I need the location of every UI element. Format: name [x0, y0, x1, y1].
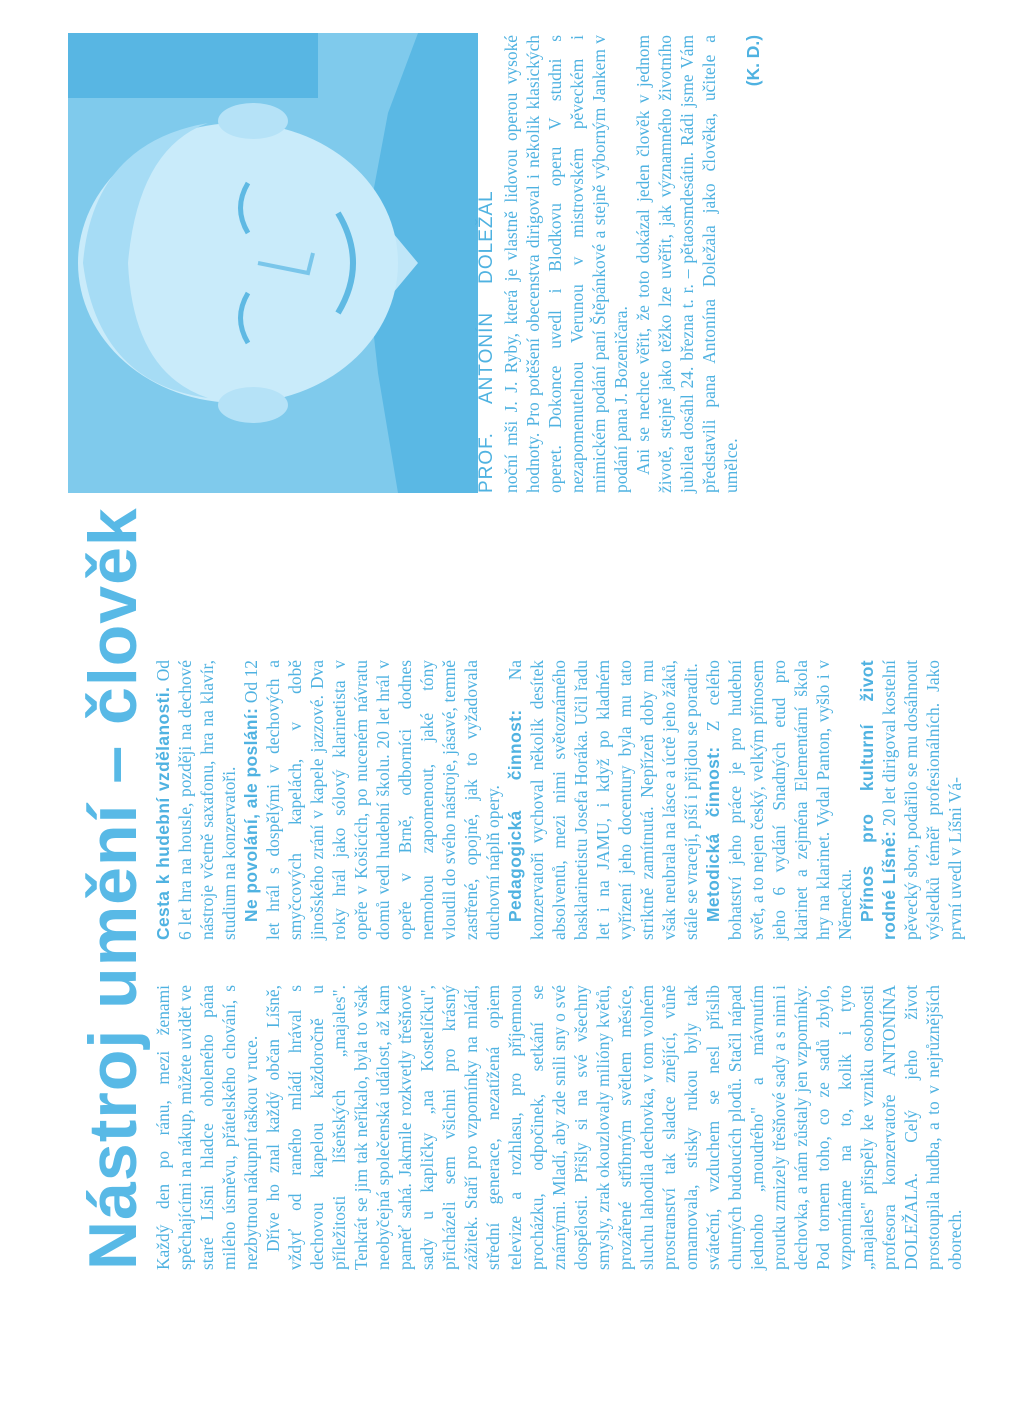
- section-povolani: [240, 660, 504, 940]
- article-column-3: [476, 35, 996, 493]
- paragraph: Dříve ho znal každý občan Líšně, vždyť od raného mládí hrával s dechovou kapelou každoročně u příležitosti líšeňských „majales". Tenkrát se jim tak neříkalo, byla to však neobyčejná společenská událost, až kam paměť sahá. Jakmile rozkvetly třešňové sady u kapličky „na Kostelíčku", přicházeli sem všichni pro krásný zážitek. Staří pro vzpomínky na mládí, střední generace, nezatížená opiem televize a rozhlasu, pro příjemnou procházku, odpočinek, setkání se známými. Mladí, aby zde snili sny o své dospělosti. Přišly si na své všechny smysly, zrak okouzlovaly milióny květů, prozářené stříbrným světlem měsíce, sluchu lahodila dechovka, v tom volném prostranství tak sladce znějící, vůně omamovala, stisky rukou byly tak sváteční, vzduchem se nesl příslib chutných budoucích plodů. Stačil nápad jednoho „moudrého" a mávnutím proutku zmizely třešňové sady a s nimi i dechovka, a nám zůstaly jen vzpomínky. Pod tornem toho, co ze sadů zbylo, vzpomínáme na to, kolik i tyto „majales" přispěly ke vzniku osobnosti profesora konzervatoře ANTONÍNA DOLEŽALA. Celý jeho život prostoupila hudba, a to v nejrůznějších oborech.: [263, 985, 965, 1270]
- caption-firstname: ANTONÍN: [476, 311, 497, 405]
- section-metodicka: [702, 660, 856, 940]
- section-heading: Cesta k hudební vzdělanosti.: [153, 686, 173, 940]
- portrait-photo: [68, 33, 478, 493]
- section-cesta: [152, 660, 240, 940]
- section-text: Od 6 let hra na housle, později na dechové nástroje včetně saxafonu, hra na klavír, studium na konzervatoři.: [153, 660, 239, 940]
- section-text: Na konzervatoři vychoval několik desítek absolventů, mezi nimi světoznámého basklarinetistu Josefa Horáka. Učil řadu let i na JAMU, i když po kladném vyřízení jeho docentury byla mu tato striktně zamítnutá. Nepřízeň doby mu však neubrala na lásce a úctě jeho žáků, stále se vracejí, píší i přijdou se poradit.: [505, 660, 701, 940]
- article-column-1: [152, 985, 965, 1270]
- photo-caption: [476, 35, 498, 493]
- paragraph: Ani se nechce věřit, že toto dokázal jeden člověk v jednom životě, stejně jako těžko lze uvěřit, jak významného životního jubilea dosáhl 24. března t. r. – pětaosmdesátin. Rádi jsme Vám představili pana Antonína Doležala jako člověka, učitele a umělce.: [633, 35, 741, 493]
- section-heading: Přínos pro kulturní život rodné Líšně:: [857, 660, 899, 940]
- caption-title: PROF.: [476, 432, 497, 493]
- section-heading: Metodická činnost:: [703, 746, 723, 922]
- article-column-2: [152, 659, 965, 940]
- author-initials: (K. D.): [743, 35, 763, 87]
- paragraph: Každý den po ránu, mezi ženami spěchajícími na nákup, můžete uvidět ve staré Líšni hladce oholeného pána milého úsměvu, přátelského chování, s nezbytnou nákupní taškou v ruce.: [153, 985, 261, 1270]
- section-text: 20 let dirigoval kostelní pěvecký sbor, podařilo se mu dosáhnout výsledků téměř profesionálních. Jako první uvedl v Líšni Vá-: [879, 660, 965, 940]
- section-heading: Ne povolání, ale poslání:: [241, 707, 261, 922]
- section-text: Od 12 let hrál s dospělými v dechových a smyčcových kapelách, v době jinošského zrání v kapele jazzové. Dva roky hrál jako sólový klarinetista v opeře v Košicích, po nuceném návratu domů vedl hudební školu. 20 let hrál v opeře v Brně, odborníci dodnes nemohou zapomenout, jaké tóny vloudil do svého nástroje, jásavé, temně zastřené, opojné, jak to vyžadovala duchovní náplň opery.: [241, 660, 503, 940]
- paragraph: noční mši J. J. Ryby, která je vlastně lidovou operou vysoké hodnoty. Pro potěšení obecenstva dirigoval i několik klasických operet. Dokonce uvedl i Blodkovu operu V studni s nezapomenutelnou Verunou v mistrovském pěveckém i mimickém podání paní Štěpánkové a stejně výborným Jankem v podání pana J. Bozeničara.: [501, 35, 631, 493]
- section-pedagogicka: [504, 660, 702, 940]
- caption-surname: DOLEŽAL: [476, 190, 497, 284]
- portrait-illustration: [68, 33, 478, 493]
- section-prinos: [856, 660, 966, 940]
- section-heading: Pedagogická činnost:: [505, 709, 525, 922]
- headline: Nástroj umění – člověk: [75, 507, 151, 1270]
- section-text: Z celého bohatství jeho práce je pro hudební svět, a to nejen český, velkým přínosem jeho 6 vydání Snadných etud pro klarinet a zejména Elementární škola hry na klarinet. Vydal Panton, vyšlo i v Německu.: [703, 659, 855, 940]
